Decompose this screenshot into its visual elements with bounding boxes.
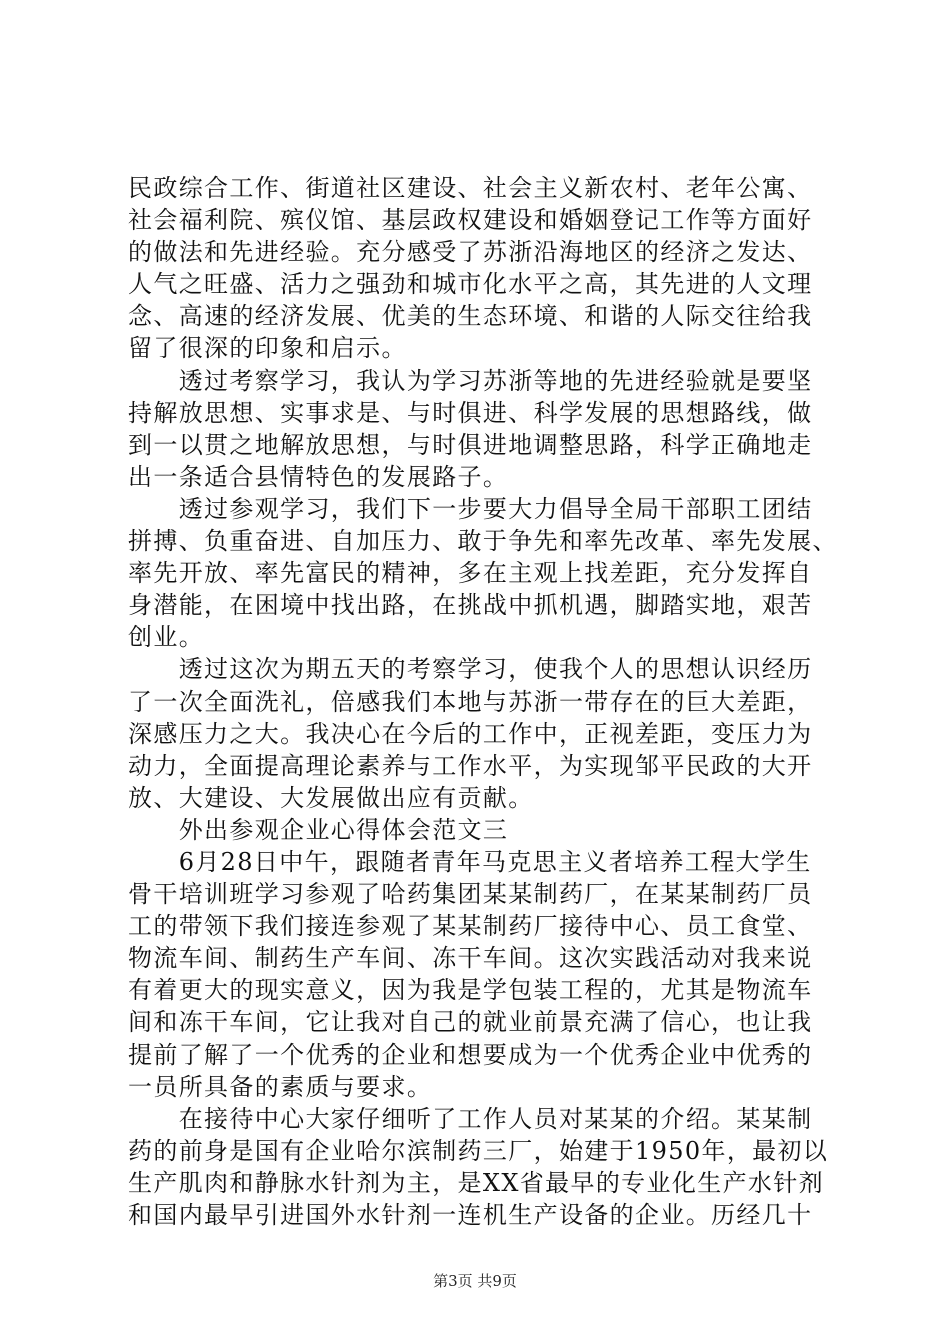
text-line: 人气之旺盛、活力之强劲和城市化水平之高，其先进的人文理: [128, 270, 813, 299]
text-line: 间和冻干车间，它让我对自己的就业前景充满了信心，也让我: [128, 1008, 813, 1037]
text-line: 6月28日中午，跟随者青年马克思主义者培养工程大学生: [128, 847, 812, 876]
text-line: 身潜能，在困境中找出路，在挑战中抓机遇，脚踏实地，艰苦: [128, 591, 813, 620]
text-line: 一员所具备的素质与要求。: [128, 1072, 433, 1101]
text-line: 念、高速的经济发展、优美的生态环境、和谐的人际交往给我: [128, 302, 813, 331]
text-line: 物流车间、制药生产车间、冻干车间。这次实践活动对我来说: [128, 944, 813, 973]
text-line: 持解放思想、实事求是、与时俱进、科学发展的思想路线，做: [128, 398, 813, 427]
text-line: 放、大建设、大发展做出应有贡献。: [128, 783, 534, 812]
text-line: 留了很深的印象和启示。: [128, 334, 407, 363]
text-line: 和国内最早引进国外水针剂一连机生产设备的企业。历经几十: [128, 1201, 813, 1229]
text-line: 骨干培训班学习参观了哈药集团某某制药厂，在某某制药厂员: [128, 880, 813, 909]
text-line: 透过考察学习，我认为学习苏浙等地的先进经验就是要坚: [128, 366, 813, 395]
text-line: 率先开放、率先富民的精神，多在主观上找差距，充分发挥自: [128, 559, 813, 588]
text-line: 透过参观学习，我们下一步要大力倡导全局干部职工团结: [128, 494, 813, 523]
text-line: 生产肌肉和静脉水针剂为主，是XX省最早的专业化生产水针剂: [128, 1168, 824, 1197]
text-line: 在接待中心大家仔细听了工作人员对某某的介绍。某某制: [128, 1104, 813, 1133]
text-line: 出一条适合县情特色的发展路子。: [128, 462, 509, 491]
text-line: 工的带领下我们接连参观了某某制药厂接待中心、员工食堂、: [128, 912, 813, 941]
page-number-footer: 第3页 共9页: [433, 1272, 517, 1290]
text-line: 药的前身是国有企业哈尔滨制药三厂，始建于1950年，最初以: [128, 1136, 829, 1165]
text-line: 民政综合工作、街道社区建设、社会主义新农村、老年公寓、: [128, 174, 813, 202]
document-body: [128, 172, 840, 1231]
text-line: 了一次全面洗礼，倍感我们本地与苏浙一带存在的巨大差距，: [128, 687, 813, 716]
text-line: 到一以贯之地解放思想，与时俱进地调整思路，科学正确地走: [128, 430, 813, 459]
section-heading: 外出参观企业心得体会范文三: [128, 815, 509, 844]
text-line: 深感压力之大。我决心在今后的工作中，正视差距，变压力为: [128, 719, 813, 748]
text-line: 透过这次为期五天的考察学习，使我个人的思想认识经历: [128, 655, 813, 684]
text-line: 的做法和先进经验。充分感受了苏浙沿海地区的经济之发达、: [128, 238, 813, 267]
text-line: 社会福利院、殡仪馆、基层政权建设和婚姻登记工作等方面好: [128, 206, 813, 235]
text-line: 拼搏、负重奋进、自加压力、敢于争先和率先改革、率先发展、: [128, 527, 838, 556]
text-line: 有着更大的现实意义，因为我是学包装工程的，尤其是物流车: [128, 976, 813, 1005]
text-line: 动力，全面提高理论素养与工作水平，为实现邹平民政的大开: [128, 751, 813, 780]
text-line: 提前了解了一个优秀的企业和想要成为一个优秀企业中优秀的: [128, 1040, 813, 1069]
text-line: 创业。: [128, 623, 205, 652]
